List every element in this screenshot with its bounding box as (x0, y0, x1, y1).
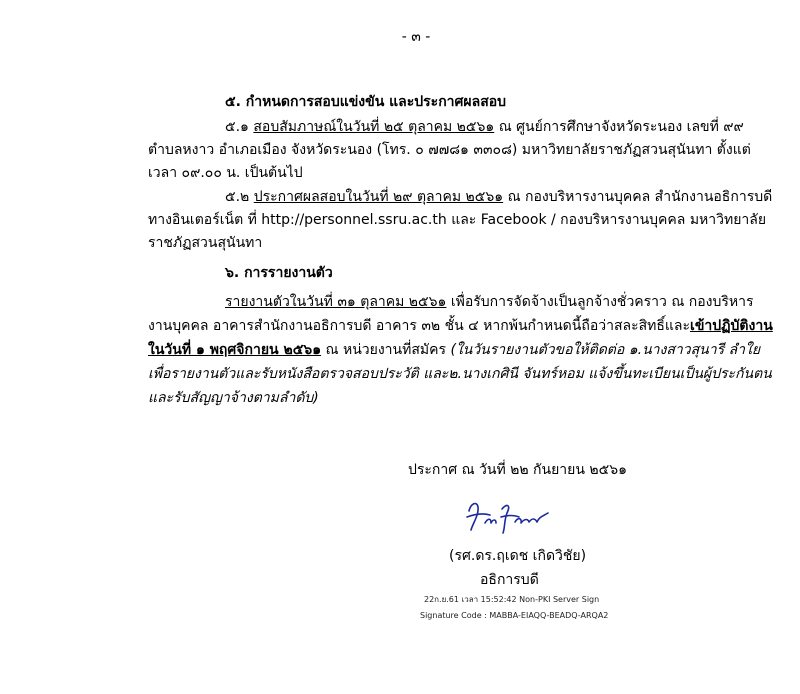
signature-code: Signature Code : MABBA-EIAQQ-BEADQ-ARQA2 (420, 611, 609, 620)
item-5-2-line3: ราชภัฏสวนสุนันทา (148, 235, 263, 251)
item-5-1-line1 (225, 118, 744, 136)
item-5-1-line2: ตำบลหงาว อำเภอเมือง จังหวัดระนอง (โทร. ๐ ๗๗๘๑ ๓๓๐๘) มหาวิทยาลัยราชภัฏสวนสุนันทา ตั้งแต่ (148, 142, 751, 158)
contact-note-line2: เพื่อรายงานตัวและรับหนังสือตรวจสอบประวัติ และ๒.นางเกศินี จันทร์หอม แจ้งขึ้นทะเบียนเป็นผู้ประกันตน (148, 366, 772, 382)
report-location: งานบุคคล อาคารสำนักงานอธิการบดี อาคาร ๓๒ ชั้น ๔ หากพ้นกำหนดนี้ถือว่าสละสิทธิ์และ (148, 318, 691, 334)
report-line3 (148, 341, 761, 359)
item-5-2-number: ๕.๒ (225, 189, 254, 205)
interview-location: ณ ศูนย์การศึกษาจังหวัดระนอง เลขที่ ๙๙ (494, 119, 744, 135)
start-work-date: ในวันที่ ๑ พฤศจิกายน ๒๕๖๑ (148, 342, 322, 358)
contact-note-line3: และรับสัญญาจ้างตามลำดับ) (148, 390, 319, 406)
interview-date: สอบสัมภาษณ์ในวันที่ ๒๕ ตุลาคม ๒๕๖๑ (253, 119, 495, 135)
sign-timestamp: 22ก.ย.61 เวลา 15:52:42 Non-PKI Server Sign (424, 595, 600, 604)
report-line1 (225, 293, 754, 311)
item-5-2-line2: ทางอินเตอร์เน็ต ที่ http://personnel.ssru.ac.th และ Facebook / กองบริหารงานบุคคล มหาวิทยาลัย (148, 212, 767, 228)
announcement-date: ประกาศ ณ วันที่ ๒๒ กันยายน ๒๕๖๑ (408, 462, 627, 478)
signer-name: (รศ.ดร.ฤเดช เกิดวิชัย) (449, 548, 587, 564)
contact-note-start: (ในวันรายงานตัวขอให้ติดต่อ ๑.นางสาวสุนารี ลำใย (450, 342, 761, 358)
page-number: - ๓ - (401, 29, 431, 45)
item-5-1-line3: เวลา ๐๙.๐๐ น. เป็นต้นไป (148, 165, 303, 181)
result-date: ประกาศผลสอบในวันที่ ๒๙ ตุลาคม ๒๕๖๑ (253, 189, 504, 205)
report-line2 (148, 317, 773, 335)
section-6-heading: ๖. การรายงานตัว (225, 265, 333, 281)
handwritten-signature (463, 497, 555, 537)
report-unit: ณ หน่วยงานที่สมัคร (321, 342, 451, 358)
report-purpose: เพื่อรับการจัดจ้างเป็นลูกจ้างชั่วคราว ณ กองบริหาร (446, 294, 754, 310)
item-5-2-line1 (225, 188, 773, 206)
item-5-1-number: ๕.๑ (225, 119, 254, 135)
start-work-label: เข้าปฏิบัติงาน (690, 318, 773, 334)
signer-title: อธิการบดี (480, 572, 539, 588)
report-date: รายงานตัวในวันที่ ๓๑ ตุลาคม ๒๕๖๑ (225, 294, 447, 310)
result-location: ณ กองบริหารงานบุคคล สำนักงานอธิการบดี (503, 189, 773, 205)
section-5-heading: ๕. กำหนดการสอบแข่งขัน และประกาศผลสอบ (225, 94, 507, 110)
